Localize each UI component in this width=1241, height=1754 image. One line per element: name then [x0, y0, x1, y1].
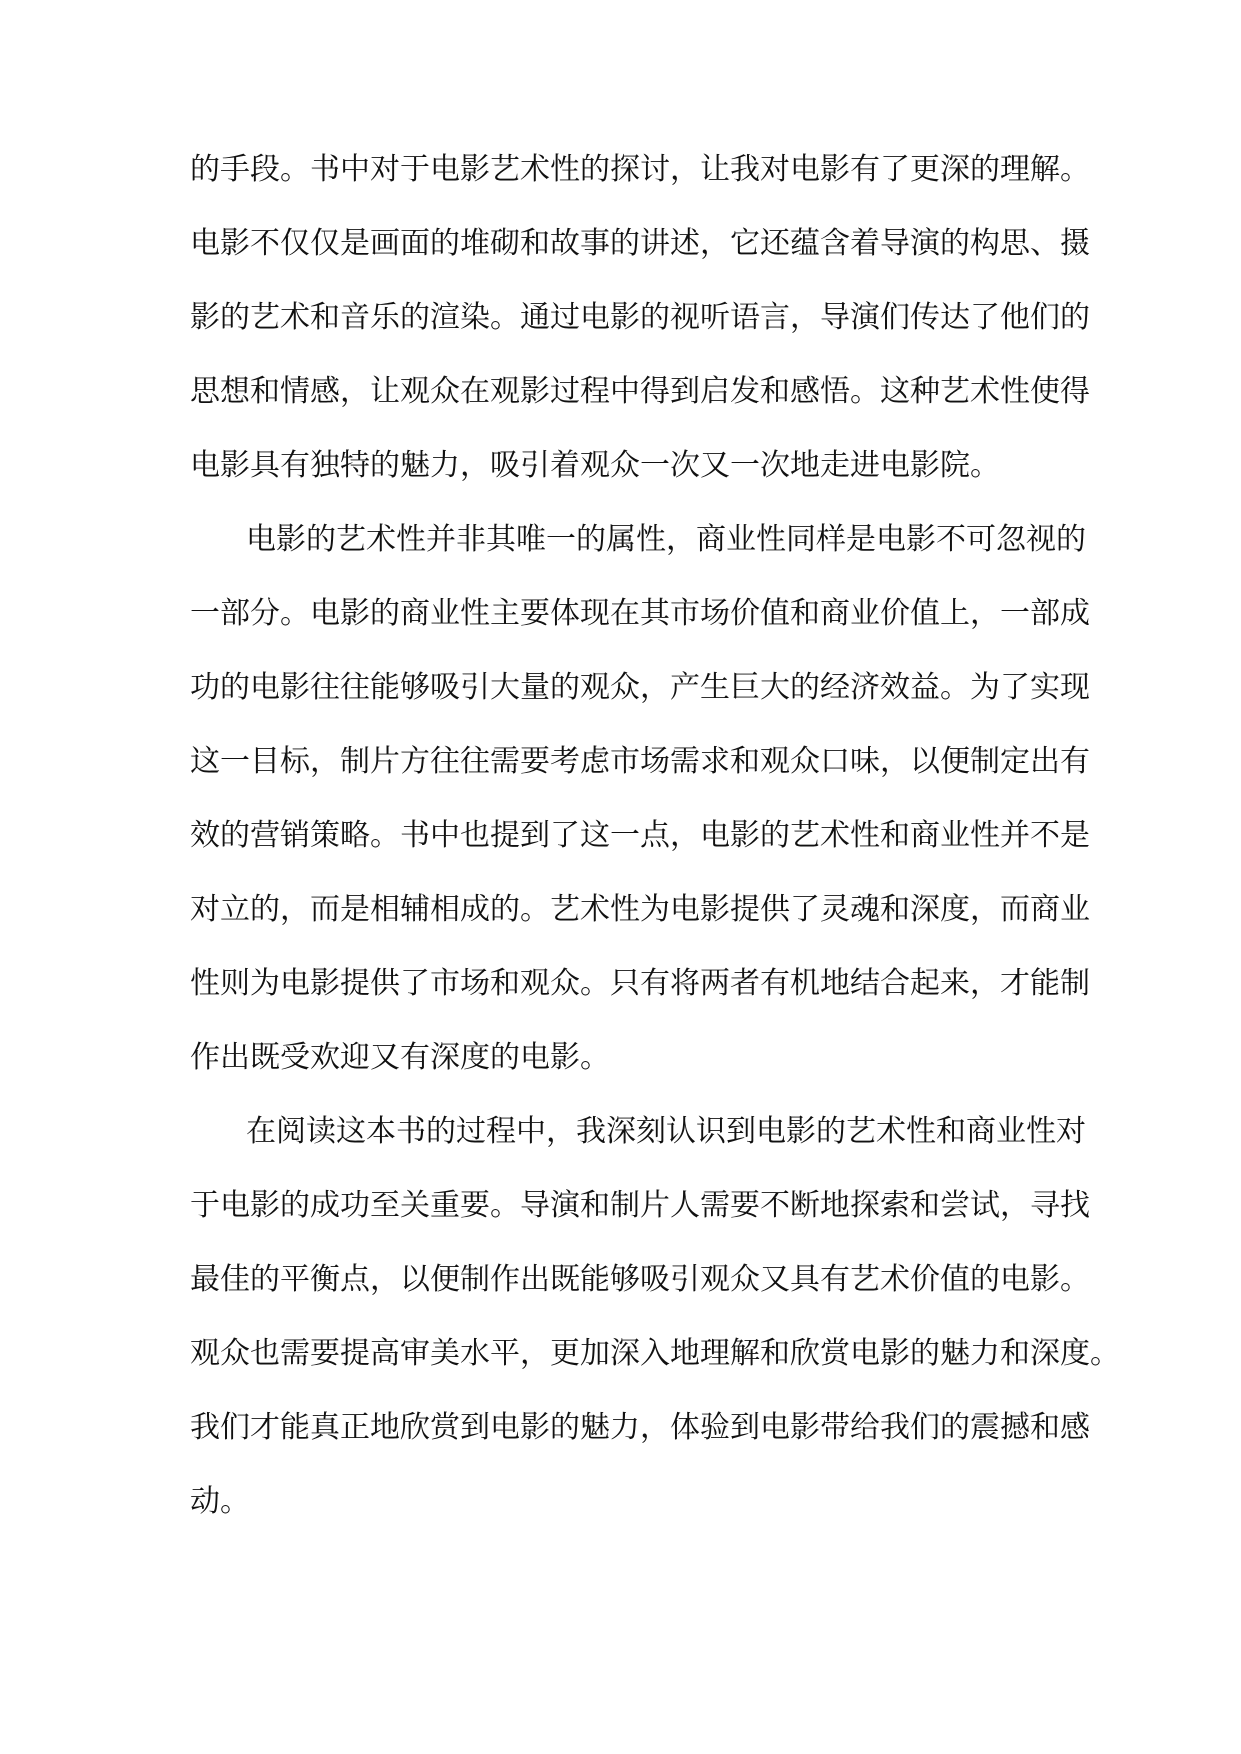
text-line: 最佳的平衡点，以便制作出既能够吸引观众又具有艺术价值的电影。 — [190, 1262, 1090, 1297]
text-line: 观众也需要提高审美水平，更加深入地理解和欣赏电影的魅力和深度。 — [190, 1336, 1120, 1371]
text-line: 电影不仅仅是画面的堆砌和故事的讲述，它还蕴含着导演的构思、摄 — [190, 226, 1090, 261]
text-line: 对立的，而是相辅相成的。艺术性为电影提供了灵魂和深度，而商业 — [190, 892, 1090, 927]
text-line: 性则为电影提供了市场和观众。只有将两者有机地结合起来，才能制 — [190, 966, 1090, 1001]
text-line: 效的营销策略。书中也提到了这一点，电影的艺术性和商业性并不是 — [190, 818, 1090, 853]
text-line: 这一目标，制片方往往需要考虑市场需求和观众口味，以便制定出有 — [190, 744, 1090, 779]
text-line: 一部分。电影的商业性主要体现在其市场价值和商业价值上，一部成 — [190, 596, 1090, 631]
text-line: 的手段。书中对于电影艺术性的探讨，让我对电影有了更深的理解。 — [190, 152, 1090, 187]
text-line: 思想和情感，让观众在观影过程中得到启发和感悟。这种艺术性使得 — [190, 374, 1090, 409]
text-line: 我们才能真正地欣赏到电影的魅力，体验到电影带给我们的震撼和感 — [190, 1410, 1090, 1445]
paragraph-first-line: 电影的艺术性并非其唯一的属性，商业性同样是电影不可忽视的 — [246, 522, 1086, 557]
body-text — [190, 133, 1120, 1539]
text-line: 于电影的成功至关重要。导演和制片人需要不断地探索和尝试，寻找 — [190, 1188, 1090, 1223]
text-line: 影的艺术和音乐的渲染。通过电影的视听语言，导演们传达了他们的 — [190, 300, 1090, 335]
text-line: 作出既受欢迎又有深度的电影。 — [190, 1040, 610, 1075]
text-line: 电影具有独特的魅力，吸引着观众一次又一次地走进电影院。 — [190, 448, 1000, 483]
paragraph-first-line: 在阅读这本书的过程中，我深刻认识到电影的艺术性和商业性对 — [246, 1114, 1086, 1149]
text-line: 动。 — [190, 1484, 250, 1519]
text-line: 功的电影往往能够吸引大量的观众，产生巨大的经济效益。为了实现 — [190, 670, 1090, 705]
